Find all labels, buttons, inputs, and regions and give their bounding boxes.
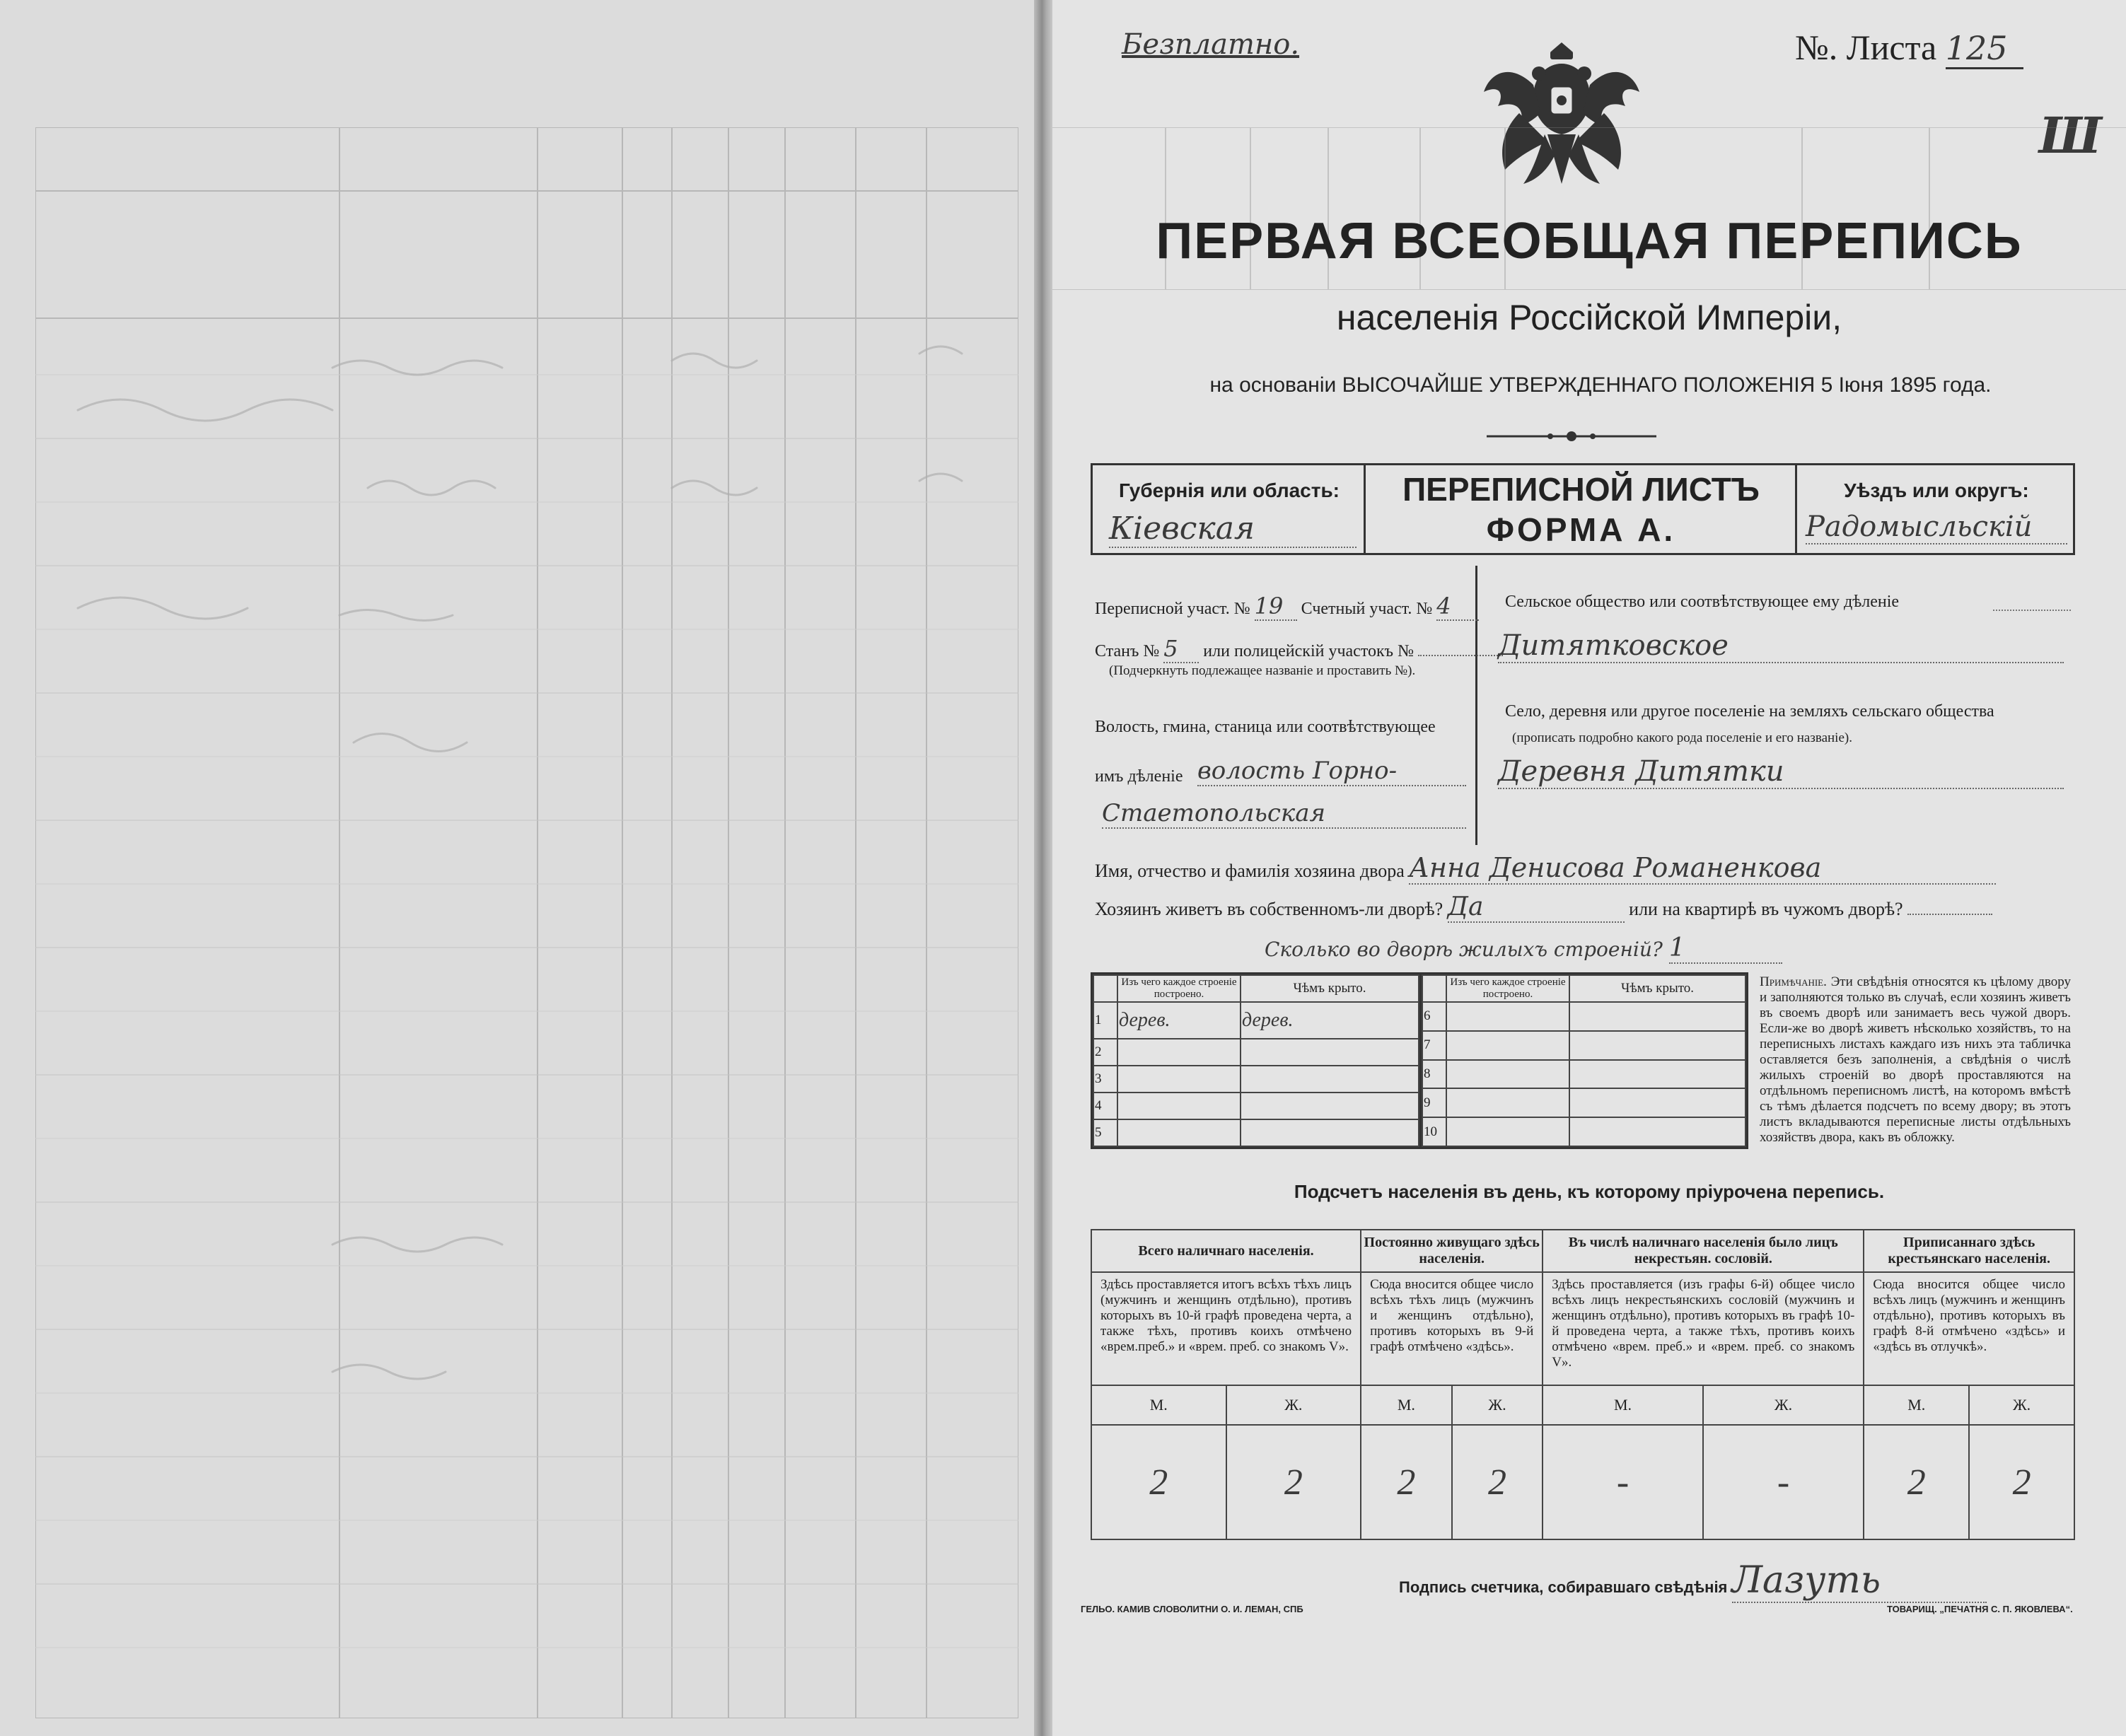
building-roof[interactable] [1569,1088,1745,1117]
building-row-number: 10 [1422,1117,1446,1146]
buildings-row [1265,933,1782,964]
building-row [1422,1031,1745,1060]
male-header: М. [1361,1385,1452,1425]
count-area-label: Счетный участ. № [1301,600,1433,618]
volost-value-1[interactable]: волость Горно- [1197,757,1466,786]
building-row [1422,1060,1745,1089]
owner-value[interactable]: Анна Денисова Романенкова [1409,852,1996,885]
col-roof-header: Чѣмъ крыто. [1569,975,1745,1002]
female-count[interactable]: - [1703,1425,1864,1539]
signature-value[interactable]: Лазуть [1732,1559,1987,1603]
footer-left: ГЕЛЬО. КАМИВ СЛОВОЛИТНИ О. И. ЛЕМАН, СПБ [1081,1604,1303,1614]
building-row-number: 8 [1422,1060,1446,1089]
volost-label-2: имъ дѣленіе [1095,767,1183,786]
volost-label-1: Волость, гмина, станица или соотвѣтствующее [1095,718,1436,736]
sheet-number [1795,27,2023,69]
rent-label: или на квартирѣ въ чужомъ дворѣ? [1629,899,1903,919]
form-title-line1: ПЕРЕПИСНОЙ ЛИСТЪ [1402,471,1760,508]
left-page [0,0,1047,1736]
census-subtitle: населенія Россійской Имперіи, [1336,298,1842,337]
census-area-value[interactable]: 19 [1255,593,1297,621]
form-title-line2: ФОРМА А. [1486,511,1676,548]
female-header: Ж. [1969,1385,2074,1425]
book-gutter [1034,0,1054,1736]
building-row-number: 1 [1093,1002,1117,1039]
village-hint: (прописать подробно какого рода поселеніе и его названіе). [1512,730,1852,745]
male-count[interactable]: 2 [1361,1425,1452,1539]
building-material[interactable] [1117,1039,1241,1066]
free-label: Безплатно. [1122,28,1300,61]
building-row-number: 7 [1422,1031,1446,1060]
owner-row [1095,852,2078,885]
building-material[interactable] [1446,1002,1569,1031]
census-basis: на основаніи ВЫСОЧАЙШЕ УТВЕРЖДЕННАГО ПОЛОЖЕНІЯ 5 Іюня 1895 года. [1209,373,1992,397]
building-row-number: 6 [1422,1002,1446,1031]
building-row-number: 4 [1093,1093,1117,1119]
building-roof[interactable] [1569,1031,1745,1060]
building-row-number: 3 [1093,1066,1117,1093]
building-row [1422,1002,1745,1031]
population-summary-table [1091,1229,2075,1540]
building-roof[interactable] [1241,1066,1419,1093]
census-area-row [1095,593,1479,621]
sheet-number-value: 125 [1946,29,2023,69]
building-row-number: 9 [1422,1088,1446,1117]
female-count[interactable]: 2 [1226,1425,1361,1539]
building-roof[interactable] [1241,1093,1419,1119]
note-text: Эти свѣдѣнія относятся къ цѣлому двору и заполняются только въ случаѣ, если хозяинъ живетъ въ своемъ дворѣ или занимаетъ весь чужой дворъ. Если-же во дворѣ живетъ нѣсколько хозяйствъ, то на переписныхъ листахъ каждаго изъ нихъ эта табличка оставляется безъ заполненія, а свѣдѣнія о числѣ жилыхъ строеній во дворѣ проставляются на отдѣльномъ переписномъ листѣ, на которомъ вмѣстѣ съ тѣмъ дѣлается подсчетъ по всему двору; въ этотъ листъ вкладываются переписные листы отдѣльныхъ хозяйствъ двора, какъ въ обложку. [1760,974,2072,1145]
census-title: ПЕРВАЯ ВСЕОБЩАЯ ПЕРЕПИСЬ [1156,213,2023,269]
building-row [1093,1093,1419,1119]
building-row [1422,1088,1745,1117]
police-value[interactable] [1418,655,1503,656]
col-material-header: Изъ чего каждое строеніе построено. [1117,975,1241,1002]
male-count[interactable]: 2 [1091,1425,1226,1539]
police-label: или полицейскій участокъ № [1203,642,1414,660]
gubernia-value[interactable]: Кіевская [1109,511,1357,548]
col-roof-header: Чѣмъ крыто. [1241,975,1419,1002]
buildings-label: Сколько во дворѣ жилыхъ строеній? [1265,938,1663,961]
header-divider-left [1364,463,1366,555]
rent-value[interactable] [1907,914,1992,915]
building-roof[interactable] [1241,1039,1419,1066]
summary-head: Въ числѣ наличнаго населенія было лицъ некрестьян. сословій. [1543,1230,1864,1272]
building-row [1093,1002,1419,1039]
footer-right: ТОВАРИЩ. „ПЕЧАТНЯ С. П. ЯКОВЛЕВА“. [1887,1604,2073,1614]
female-header: Ж. [1226,1385,1361,1425]
summary-desc: Сюда вносится общее число всѣхъ лицъ (мужчинъ и женщинъ отдѣльно), противъ которыхъ въ графѣ 8-й отмѣчено «здѣсь» и «здѣсь въ отлучкѣ». [1864,1272,2074,1385]
census-form-page [1052,0,2126,1736]
building-row [1422,1117,1745,1146]
own-yard-row [1095,892,2078,923]
signature-label: Подпись счетчика, собиравшаго свѣдѣнія [1399,1578,1728,1596]
buildings-note [1760,974,2071,1146]
owner-label: Имя, отчество и фамилія хозяина двора [1095,861,1405,881]
stan-label: Станъ № [1095,642,1160,660]
building-roof[interactable] [1569,1060,1745,1089]
building-roof[interactable] [1569,1117,1745,1146]
building-row [1093,1066,1419,1093]
building-roof[interactable]: дерев. [1241,1002,1419,1039]
male-header: М. [1543,1385,1702,1425]
summary-head: Приписаннаго здѣсь крестьянскаго населенія. [1864,1230,2074,1272]
society-value[interactable]: Дитятковское [1498,629,2064,663]
building-row-number: 2 [1093,1039,1117,1066]
stan-row [1095,635,1503,663]
female-count[interactable]: 2 [1969,1425,2074,1539]
uezd-label: Уѣздъ или округъ: [1844,479,2029,501]
village-value[interactable]: Деревня Дитятки [1498,755,2064,789]
summary-head: Постоянно живущаго здѣсь населенія. [1361,1230,1543,1272]
note-label: Примѣчаніе. [1760,974,1827,989]
building-material[interactable] [1446,1031,1569,1060]
buildings-value[interactable]: 1 [1669,933,1782,964]
male-header: М. [1864,1385,1969,1425]
building-material[interactable] [1117,1066,1241,1093]
header-divider-right [1795,463,1797,555]
summary-head: Всего наличнаго населенія. [1091,1230,1361,1272]
corner-handwritten-mark: Ш [2039,106,2102,165]
female-count[interactable]: 2 [1452,1425,1543,1539]
col-material-header: Изъ чего каждое строеніе построено. [1446,975,1569,1002]
own-yard-label: Хозяинъ живетъ въ собственномъ-ли дворѣ? [1095,899,1444,919]
building-row [1093,1119,1419,1146]
own-yard-value[interactable]: Да [1448,892,1625,923]
female-header: Ж. [1703,1385,1864,1425]
stan-hint: (Подчеркнуть подлежащее названіе и проставить №). [1109,663,1416,678]
male-header: М. [1091,1385,1226,1425]
buildings-table-left [1093,974,1419,1147]
uezd-value[interactable]: Радомысльскій [1806,511,2067,544]
buildings-table [1091,972,1748,1149]
male-count[interactable]: - [1543,1425,1702,1539]
buildings-table-right [1422,974,1746,1147]
summary-title: Подсчетъ населенія въ день, къ которому пріурочена перепись. [1294,1181,1885,1202]
society-line [1993,610,2071,611]
signature-row [1399,1559,1987,1603]
building-material[interactable] [1117,1119,1241,1146]
summary-desc: Здѣсь проставляется итогъ всѣхъ тѣхъ лицъ (мужчинъ и женщинъ отдѣльно), противъ которыхъ въ 10-й графѣ проведена черта, а также тѣхъ, противъ коихъ отмѣчено «врем.преб.» и «врем. преб. со знакомъ V». [1091,1272,1361,1385]
male-count[interactable]: 2 [1864,1425,1969,1539]
building-roof[interactable] [1241,1119,1419,1146]
building-material[interactable]: дерев. [1117,1002,1241,1039]
building-material[interactable] [1117,1093,1241,1119]
ornament-divider [1487,428,1656,445]
census-area-label: Переписной участ. № [1095,600,1250,618]
stan-value[interactable]: 5 [1163,635,1199,663]
building-material[interactable] [1446,1060,1569,1089]
building-row-number: 5 [1093,1119,1117,1146]
building-roof[interactable] [1569,1002,1745,1031]
count-area-value[interactable]: 4 [1436,593,1479,621]
volost-value-2[interactable]: Стаетопольская [1102,799,1466,829]
building-row [1093,1039,1419,1066]
building-material[interactable] [1446,1117,1569,1146]
village-label: Село, деревня или другое поселеніе на земляхъ сельскаго общества [1505,702,1994,721]
left-page-faint-grid [35,127,1018,1718]
summary-desc: Сюда вносится общее число всѣхъ тѣхъ лицъ (мужчинъ и женщинъ отдѣльно), противъ которыхъ въ 9-й графѣ отмѣчено «здѣсь». [1361,1272,1543,1385]
sheet-number-label: №. Листа [1795,28,1937,67]
summary-desc: Здѣсь проставляется (изъ графы 6-й) общее число всѣхъ лицъ некрестьянскихъ сословій (мужчинъ и женщинъ отдѣльно), противъ которыхъ въ графѣ 10-й проведена черта, а также тѣхъ, противъ коихъ отмѣчено «врем. преб.» и «врем. преб. со знакомъ V». [1543,1272,1864,1385]
female-header: Ж. [1452,1385,1543,1425]
society-label: Сельское общество или соотвѣтствующее ему дѣленіе [1505,593,1900,611]
gubernia-label: Губернія или область: [1118,479,1340,501]
building-material[interactable] [1446,1088,1569,1117]
